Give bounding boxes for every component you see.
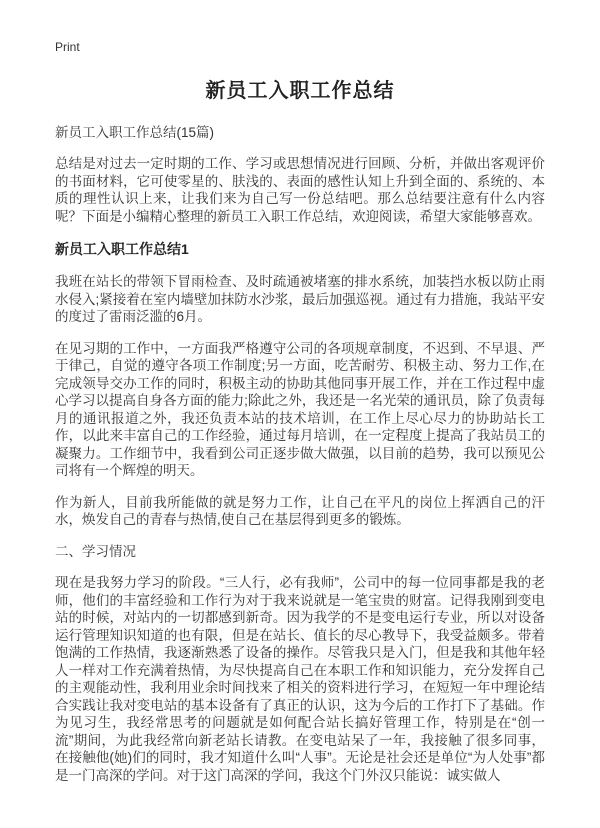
section-heading-1: 新员工入职工作总结1 — [55, 241, 189, 257]
print-link[interactable]: Print — [55, 40, 80, 54]
doc-subtitle: 新员工入职工作总结(15篇) — [55, 125, 215, 140]
intro-paragraph: 总结是对过去一定时期的工作、学习或思想情况进行回顾、分析，并做出客观评价的书面材料，它可使零星的、肤浅的、表面的感性认知上升到全面的、系统的、本质的理性认识上来，让我们来为自己写一份总结吧。那么总结要注意有什么内容呢？下面是小编精心整理的新员工入职工作总结，欢迎阅读，希望大家能够喜欢。 — [55, 156, 545, 224]
paragraph: 作为新人，目前我所能做的就是努力工作，让自己在平凡的岗位上挥洒自己的汗水，焕发自己的青春与热情,使自己在基层得到更多的锻炼。 — [55, 494, 545, 527]
paragraph: 我班在站长的带领下冒雨检查、及时疏通被堵塞的排水系统，加装挡水板以防止雨水侵入;紧接着在室内墙壁加抹防水沙浆，最后加强巡视。通过有力措施，我站平安的度过了雷雨泛滥的6月。 — [55, 274, 545, 324]
page-title: 新员工入职工作总结 — [205, 80, 395, 102]
paragraph: 在见习期的工作中，一方面我严格遵守公司的各项规章制度，不迟到、不早退、严于律己，自觉的遵守各项工作制度;另一方面，吃苦耐劳、积极主动、努力工作,在完成领导交办工作的同时，积极主动的协助其他同事开展工作，并在工作过程中虚心学习以提高自身各方面的能力;除此之外，我还是一名光荣的通讯员，除了负责每月的通讯报道之外，我还负责本站的技术培训，在工作上尽心尽力的协助站长工作，以此来丰富自己的工作经验，通过每月培训，在一定程度上提高了我站员工的凝聚力。工作细节中，我看到公司正逐步做大做强，以目前的趋势，我可以预见公司将有一个辉煌的明天。 — [55, 340, 545, 478]
paragraph: 现在是我努力学习的阶段。“三人行，必有我师”，公司中的每一位同事都是我的老师，他们的丰富经验和工作行为对于我来说就是一笔宝贵的财富。记得我刚到变电站的时候，对站内的一切都感到新奇。因为我学的不是变电运行专业，所以对设备运行管理知识知道的也有限，但是在站长、值长的尽心教导下，我受益颇多。带着饱满的工作热情，我逐渐熟悉了设备的操作。尽管我只是入门，但是我和其他年轻人一样对工作充满着热情，为尽快提高自己在本职工作和知识能力，充分发挥自己的主观能动性，我利用业余时间找来了相关的资料进行学习，在短短一年中理论结合实践让我对变电站的基本设备有了真正的认识，这为今后的工作打下了基础。作为见习生，我经常思考的问题就是如何配合站长搞好管理工作，特别是在“创一流”期间，为此我经常向新老站长请教。在变电站呆了一年，我接触了很多同事，在接触他(她)们的同时，我才知道什么叫“人事”。无论是社会还是单位“为人处事”都是一门高深的学问。对于这门高深的学问，我这个门外汉只能说：诚实做人 — [55, 575, 545, 783]
sub-heading-learning: 二、学习情况 — [55, 543, 136, 559]
